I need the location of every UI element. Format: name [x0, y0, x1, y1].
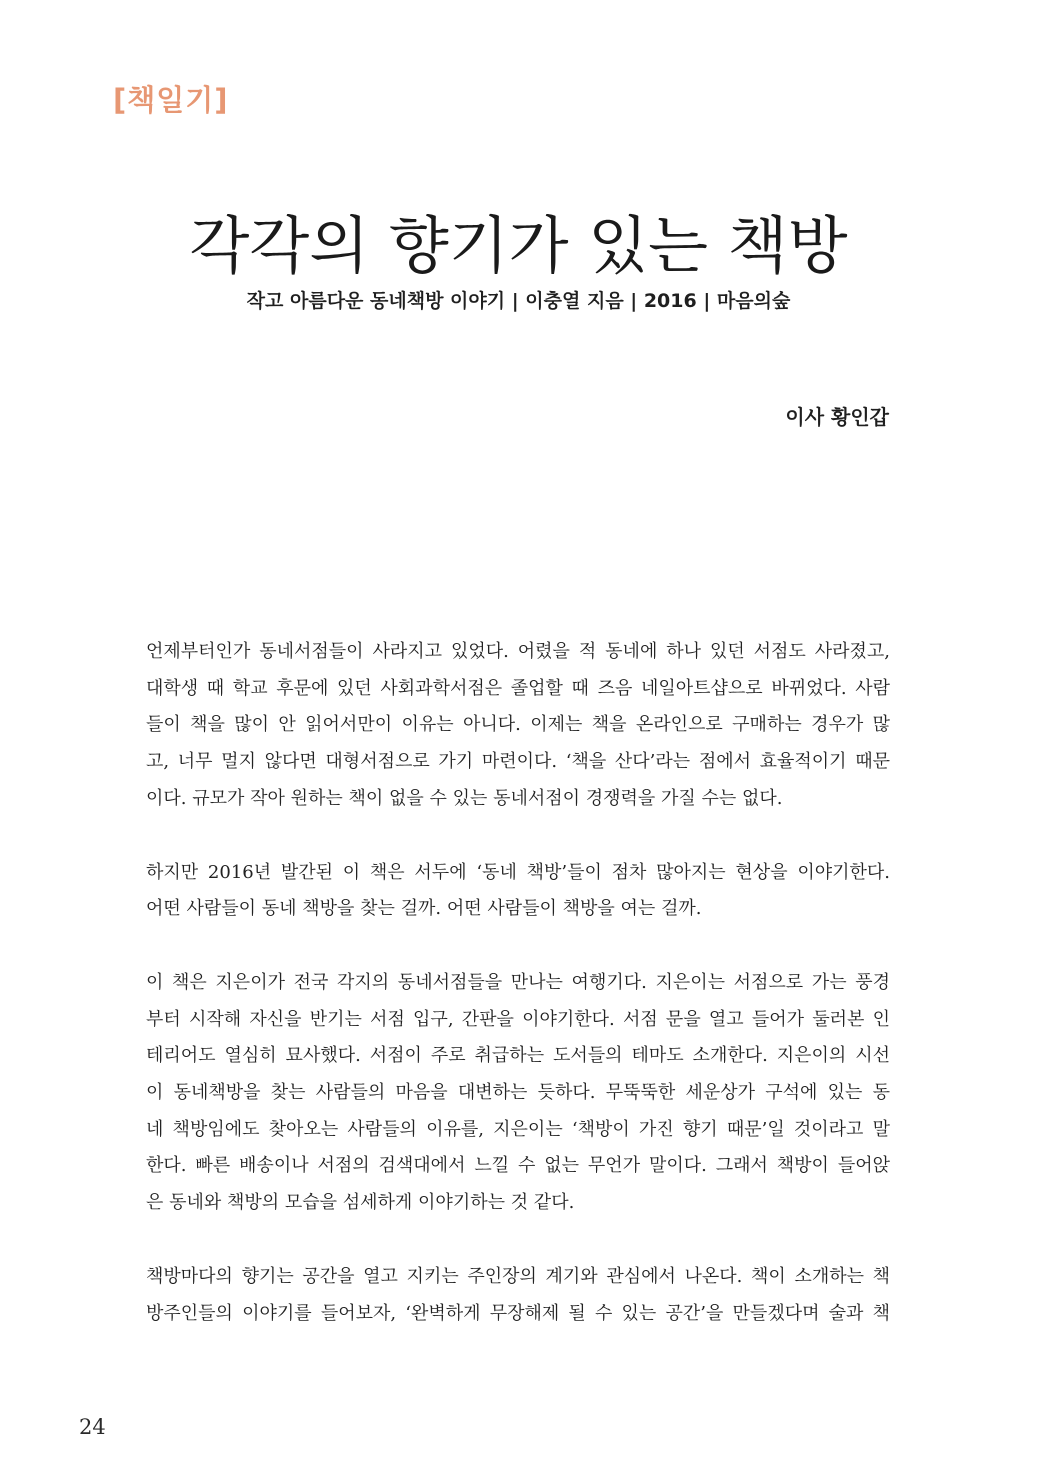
text-line: 들이 책을 많이 안 읽어서만이 이유는 아니다. 이제는 책을 온라인으로 구매하는 경우가 많 [146, 714, 890, 736]
text-line: 네 책방임에도 찾아오는 사람들의 이유를, 지은이는 ‘책방이 가진 향기 때문’일 것이라고 말 [146, 1118, 890, 1140]
paragraph [146, 965, 890, 1222]
text-line: 한다. 빠른 배송이나 서점의 검색대에서 느낄 수 없는 무언가 말이다. 그래서 책방이 들어앉 [146, 1155, 890, 1177]
text-line: 고, 너무 멀지 않다면 대형서점으로 가기 마련이다. ‘책을 산다’라는 점에서 효율적이기 때문 [146, 751, 890, 773]
text-line: 부터 시작해 자신을 반기는 서점 입구, 간판을 이야기한다. 서점 문을 열고 들어가 둘러본 인 [146, 1008, 890, 1030]
text-line: 어떤 사람들이 동네 책방을 찾는 걸까. 어떤 사람들이 책방을 여는 걸까. [146, 898, 702, 920]
book-info: 작고 아름다운 동네책방 이야기 | 이충열 지음 | 2016 | 마음의숲 [246, 290, 791, 312]
text-line: 은 동네와 책방의 모습을 섬세하게 이야기하는 것 같다. [146, 1192, 575, 1214]
paragraph [146, 1259, 890, 1332]
author-byline: 이사 황인갑 [785, 405, 889, 429]
text-line: 책방마다의 향기는 공간을 열고 지키는 주인장의 계기와 관심에서 나온다. 책이 소개하는 책 [146, 1265, 890, 1287]
article-body [146, 634, 890, 1369]
text-line: 이 책은 지은이가 전국 각지의 동네서점들을 만나는 여행기다. 지은이는 서점으로 가는 풍경 [146, 971, 890, 993]
section-label: [책일기] [113, 83, 229, 117]
text-line: 대학생 때 학교 후문에 있던 사회과학서점은 졸업할 때 즈음 네일아트샵으로 바뀌었다. 사람 [146, 677, 890, 699]
text-line: 언제부터인가 동네서점들이 사라지고 있었다. 어렸을 적 동네에 하나 있던 서점도 사라졌고, [146, 641, 890, 662]
article-title: 각각의 향기가 있는 책방 [189, 209, 848, 282]
text-line: 테리어도 열심히 묘사했다. 서점이 주로 취급하는 도서들의 테마도 소개한다. 지은이의 시선 [146, 1045, 890, 1067]
paragraph [146, 634, 890, 818]
text-line: 이다. 규모가 작아 원하는 책이 없을 수 있는 동네서점이 경쟁력을 가질 수는 없다. [146, 787, 783, 809]
page-number: 24 [79, 1415, 106, 1439]
text-line: 하지만 2016년 발간된 이 책은 서두에 ‘동네 책방’들이 점차 많아지는 현상을 이야기한다. [146, 861, 890, 883]
text-line: 이 동네책방을 찾는 사람들의 마음을 대변하는 듯하다. 무뚝뚝한 세운상가 구석에 있는 동 [146, 1082, 890, 1104]
paragraph [146, 855, 890, 928]
text-line: 방주인들의 이야기를 들어보자, ‘완벽하게 무장해제 될 수 있는 공간’을 만들겠다며 술과 책 [146, 1302, 890, 1324]
